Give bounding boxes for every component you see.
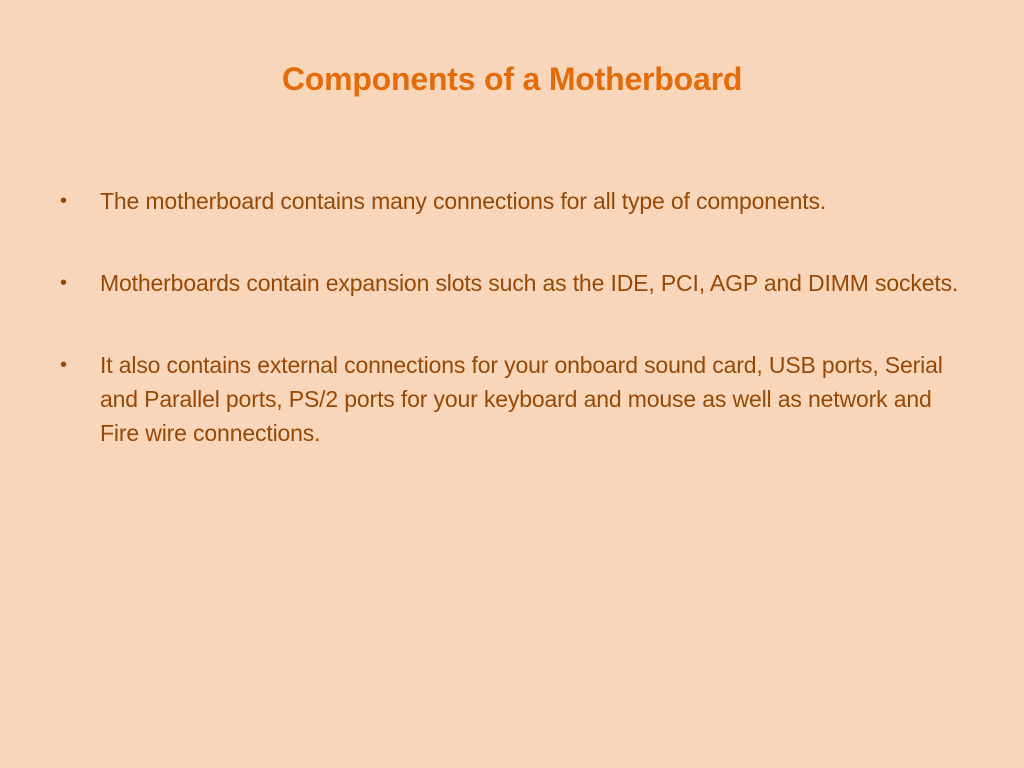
bullet-text-1: The motherboard contains many connections for all type of components. — [100, 188, 827, 214]
bullet-text-2: Motherboards contain expansion slots such as the IDE, PCI, AGP and DIMM sockets. — [100, 270, 959, 296]
bullet-icon: • — [60, 354, 67, 376]
bullet-text-3: It also contains external connections for your onboard sound card, USB ports, Serial and Parallel ports, PS/2 ports for your keyboard and mouse as well as network and Fire wire connections. — [100, 352, 943, 446]
bullet-item-2 — [60, 266, 970, 300]
slide-title: Components of a Motherboard — [281, 61, 743, 97]
bullet-item-3 — [60, 348, 970, 450]
bullet-list — [60, 184, 970, 498]
bullet-icon: • — [60, 190, 67, 212]
bullet-icon: • — [60, 272, 67, 294]
bullet-item-1 — [60, 184, 970, 218]
